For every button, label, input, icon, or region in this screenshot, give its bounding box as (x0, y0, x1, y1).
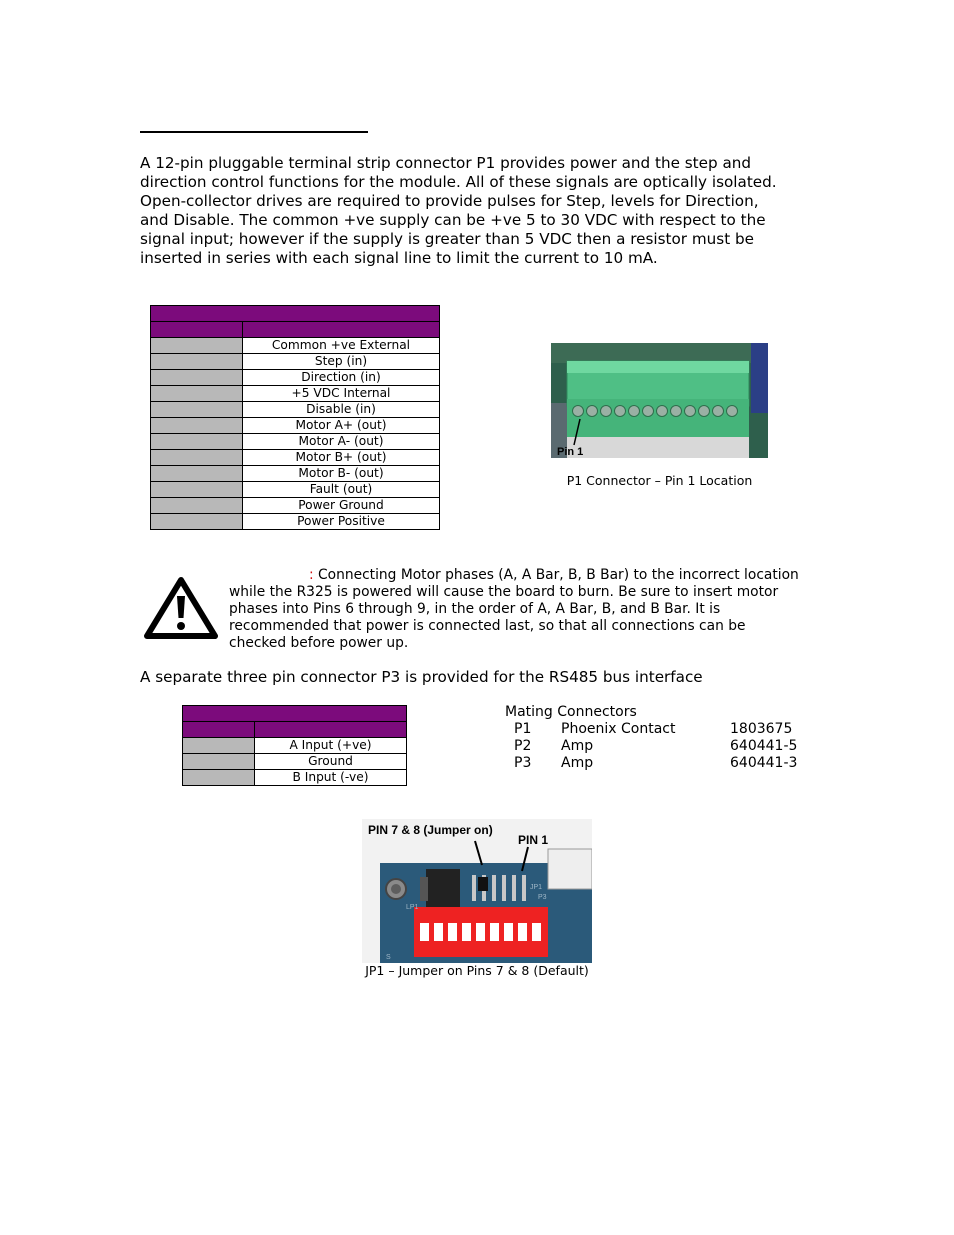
table-row (151, 482, 440, 498)
signal-cell: Power Positive (243, 514, 440, 530)
p1-photo-caption: P1 Connector – Pin 1 Location (566, 473, 753, 488)
signal-cell: Direction (in) (243, 370, 440, 386)
section-heading-underline (140, 131, 368, 133)
p1-connector-illustration (551, 343, 768, 458)
jp1-photo-caption: JP1 – Jumper on Pins 7 & 8 (Default) (365, 963, 589, 978)
table-row (151, 498, 440, 514)
signal-cell: Motor A- (out) (243, 434, 440, 450)
rs485-paragraph: A separate three pin connector P3 is provided for the RS485 bus interface (140, 668, 703, 686)
signal-cell: +5 VDC Internal (243, 386, 440, 402)
signal-cell: Common +ve External (243, 338, 440, 354)
board-label: LP1 (406, 904, 419, 911)
warning-text (229, 567, 829, 652)
connector-part: 640441-3 (730, 755, 798, 771)
intro-line: Open-collector drives are required to provide pulses for Step, levels for Direction, (140, 192, 759, 210)
table-row (183, 738, 407, 754)
intro-line: direction control functions for the module. All of these signals are optically isolated. (140, 173, 777, 191)
board-label: P3 (538, 894, 547, 901)
p1-connector-photo (551, 343, 768, 458)
warning-line: checked before power up. (229, 635, 409, 651)
table-row (151, 370, 440, 386)
table-row (183, 770, 407, 786)
table-row (151, 418, 440, 434)
signal-cell: Step (in) (243, 354, 440, 370)
signal-cell: Power Ground (243, 498, 440, 514)
connector-part: 640441-5 (730, 738, 798, 754)
pin1-label: PIN 1 (518, 833, 549, 847)
connector-id: P2 (514, 738, 532, 754)
table-row (151, 450, 440, 466)
table-row (151, 466, 440, 482)
mating-title: Mating Connectors (505, 704, 637, 720)
warning-line: recommended that power is connected last, so that all connections can be (229, 618, 746, 634)
table-row (151, 402, 440, 418)
connector-maker: Amp (561, 755, 594, 771)
mating-connectors-list (505, 704, 825, 772)
pin1-label: Pin 1 (557, 446, 584, 458)
warning-line: phases into Pins 6 through 9, in the order of A, A Bar, B, and B Bar. It is (229, 601, 721, 617)
table-row (183, 754, 407, 770)
signal-cell: A Input (+ve) (255, 738, 407, 754)
mating-title-row (505, 704, 825, 721)
intro-paragraph (140, 154, 820, 268)
signal-cell: Motor A+ (out) (243, 418, 440, 434)
table-header-row (151, 322, 440, 338)
signal-cell: Fault (out) (243, 482, 440, 498)
connector-id: P1 (514, 721, 532, 737)
signal-cell: B Input (-ve) (255, 770, 407, 786)
p3-pinout-table (182, 705, 407, 786)
list-item (505, 755, 825, 772)
connector-id: P3 (514, 755, 532, 771)
list-item (505, 721, 825, 738)
table-title-row (151, 306, 440, 322)
intro-line: inserted in series with each signal line to limit the current to 10 mA. (140, 249, 658, 267)
warning-triangle-icon (144, 576, 218, 640)
signal-cell: Ground (255, 754, 407, 770)
intro-line: A 12-pin pluggable terminal strip connector P1 provides power and the step and (140, 154, 752, 172)
intro-line: and Disable. The common +ve supply can be +ve 5 to 30 VDC with respect to the (140, 211, 766, 229)
connector-maker: Phoenix Contact (561, 721, 676, 737)
table-row (151, 514, 440, 530)
warning-line: Connecting Motor phases (A, A Bar, B, B Bar) to the incorrect location (318, 567, 799, 583)
signal-cell: Motor B+ (out) (243, 450, 440, 466)
table-row (151, 338, 440, 354)
connector-maker: Amp (561, 738, 594, 754)
table-row (151, 386, 440, 402)
table-row (151, 354, 440, 370)
board-label: JP1 (530, 884, 543, 891)
signal-cell: Disable (in) (243, 402, 440, 418)
jp1-jumper-photo (362, 819, 592, 963)
table-row (151, 434, 440, 450)
warning-line: while the R325 is powered will cause the board to burn. Be sure to insert motor (229, 584, 779, 600)
table-title-row (183, 706, 407, 722)
table-header-row (183, 722, 407, 738)
jp1-board-illustration (362, 819, 592, 963)
p1-pinout-table (150, 305, 440, 530)
signal-cell: Motor B- (out) (243, 466, 440, 482)
list-item (505, 738, 825, 755)
board-label: S (386, 954, 391, 961)
jumper-label: PIN 7 & 8 (Jumper on) (368, 823, 493, 837)
connector-part: 1803675 (730, 721, 793, 737)
warning-colon: : (309, 567, 314, 583)
intro-line: signal input; however if the supply is greater than 5 VDC then a resistor must be (140, 230, 754, 248)
